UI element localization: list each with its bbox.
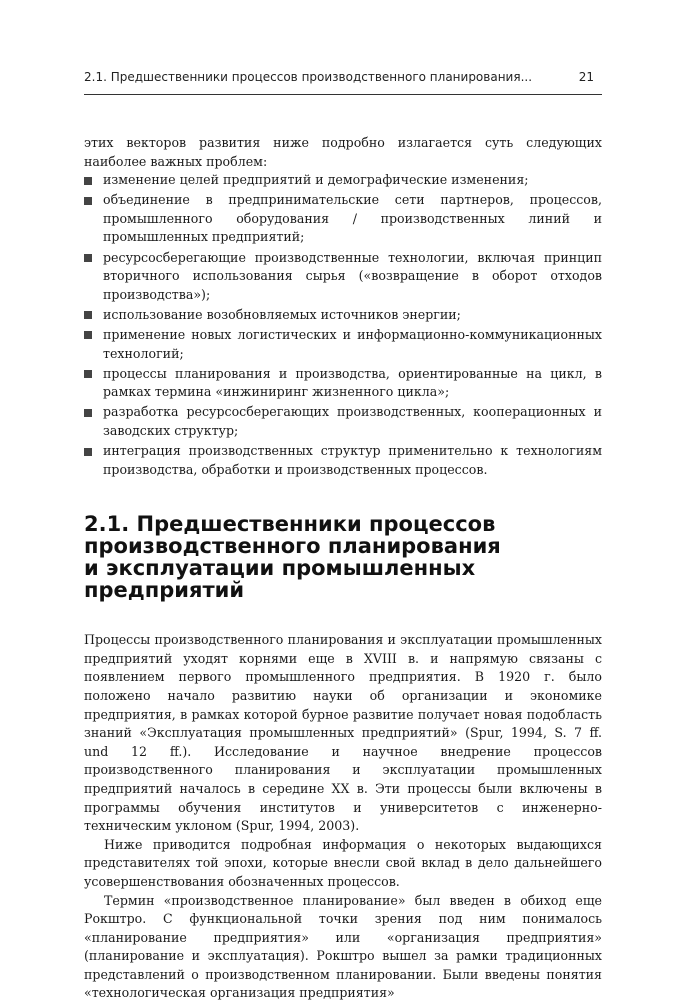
body-paragraph: Процессы производственного планирования и эксплуатации промышленных предприятий уходят корнями еще в XVIII в. и напрямую связаны с появлением первого промышленного предприятия. В 1920 г. было положено начало развитию науки об организации и экономике предприятия, в рамках которой бурное развитие получает новая подобласть знаний «Эксплуатация промышленных предприятий» (Spur, 1994, S. 7 ff. und 12 ff.). Исследование и научное внедрение процессов производственного планирования и эксплуатации промышленных предприятий началось в середине XX в. Эти процессы были включены в программы обучения институтов и университетов с инженерно-техническим уклоном (Spur, 1994, 2003). [84, 631, 602, 836]
list-item [84, 326, 602, 363]
list-item-text: разработка ресурсосберегающих производственных, кооперационных и заводских структур; [103, 404, 602, 438]
list-item-text: процессы планирования и производства, ориентированные на цикл, в рамках термина «инжиниринг жизненного цикла»; [103, 366, 602, 400]
section-heading [84, 513, 602, 601]
list-item-text: ресурсосберегающие производственные технологии, включая принцип вторичного использования сырья («возвращение в оборот отходов производства»); [103, 250, 602, 302]
list-item-text: интеграция производственных структур применительно к технологиям производства, обработки и производственных процессов. [103, 443, 602, 477]
list-item [84, 306, 602, 325]
square-bullet-icon [84, 177, 92, 185]
square-bullet-icon [84, 409, 92, 417]
square-bullet-icon [84, 331, 92, 339]
body-text [84, 134, 602, 1003]
list-item-text: изменение целей предприятий и демографические изменения; [103, 172, 529, 187]
section-heading-line: 2.1. Предшественники процессов [84, 513, 602, 535]
running-header-title: 2.1. Предшественники процессов производственного планирования... [84, 70, 532, 84]
section-heading-line: производственного планирования [84, 535, 602, 557]
list-item-text: использование возобновляемых источников энергии; [103, 307, 461, 322]
list-item [84, 191, 602, 247]
page-number: 21 [579, 70, 594, 84]
list-item [84, 442, 602, 479]
square-bullet-icon [84, 370, 92, 378]
list-item [84, 249, 602, 305]
square-bullet-icon [84, 254, 92, 262]
running-header [84, 70, 578, 90]
list-item [84, 171, 602, 190]
list-item [84, 365, 602, 402]
body-paragraph: Термин «производственное планирование» был введен в обиход еще Рокштро. С функциональной точки зрения под ним понималось «планирование предприятия» или «организация предприятия» (планирование и эксплуатация). Рокштро вышел за рамки традиционных представлений о производственном планировании. Были введены понятия «технологическая организация предприятия» [84, 892, 602, 1003]
header-rule [84, 94, 602, 95]
list-item-text: применение новых логистических и информационно-коммуникационных технологий; [103, 327, 602, 361]
list-item-text: объединение в предпринимательские сети партнеров, процессов, промышленного оборудования / производственных линий и промышленных предприятий; [103, 192, 602, 244]
section-heading-line: и эксплуатации промышленных предприятий [84, 557, 602, 601]
body-paragraph: Ниже приводится подробная информация о некоторых выдающихся представителях той эпохи, которые внесли свой вклад в дело дальнейшего усовершенствования обозначенных процессов. [84, 836, 602, 892]
square-bullet-icon [84, 311, 92, 319]
intro-paragraph: этих векторов развития ниже подробно излагается суть следующих наиболее важных проблем: [84, 134, 602, 171]
square-bullet-icon [84, 197, 92, 205]
square-bullet-icon [84, 448, 92, 456]
bullet-list [84, 171, 602, 479]
list-item [84, 403, 602, 440]
